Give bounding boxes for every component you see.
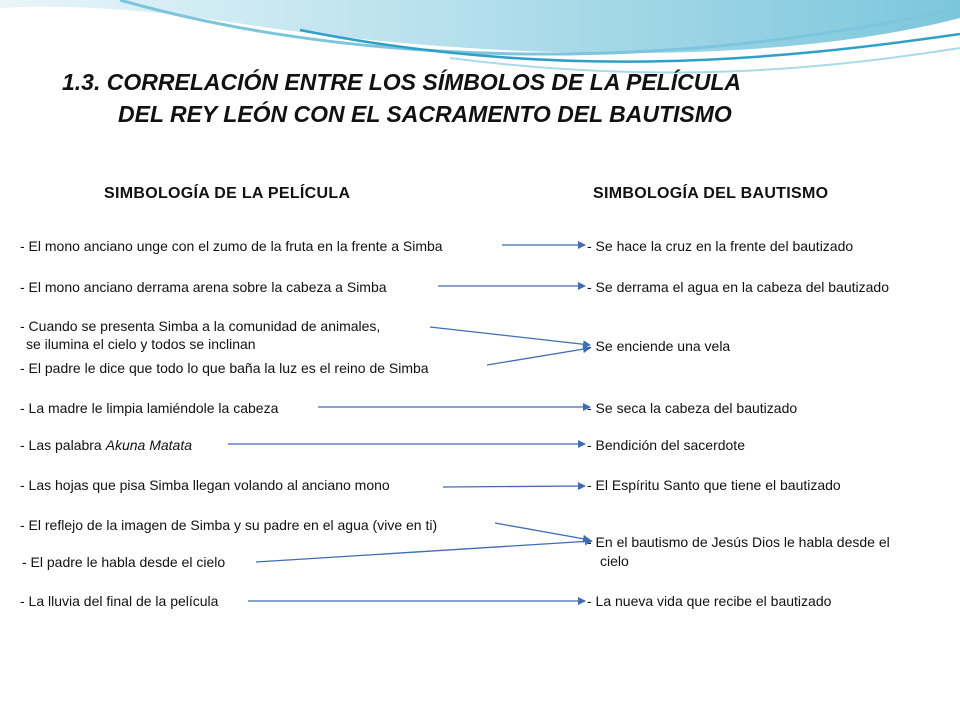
baptism-item-3: - Se enciende una vela — [587, 338, 731, 354]
arrow-4 — [487, 348, 590, 365]
film-item-3a: - Cuando se presenta Simba a la comunidad de animales, — [20, 318, 381, 334]
film-item-8: - El reflejo de la imagen de Simba y su padre en el agua (vive en ti) — [20, 517, 438, 533]
film-item-1: - El mono anciano unge con el zumo de la fruta en la frente a Simba — [20, 238, 443, 254]
left-column-header: SIMBOLOGÍA DE LA PELÍCULA — [104, 185, 351, 202]
baptism-item-8: - La nueva vida que recibe el bautizado — [587, 593, 832, 609]
title-line-1: 1.3. CORRELACIÓN ENTRE LOS SÍMBOLOS DE LA PELÍCULA — [62, 69, 741, 95]
arrow-3 — [430, 327, 590, 345]
film-item-3b: se ilumina el cielo y todos se inclinan — [26, 336, 256, 352]
baptism-item-6: - El Espíritu Santo que tiene el bautizado — [587, 477, 841, 493]
arrow-8 — [495, 523, 590, 540]
baptism-item-5: - Bendición del sacerdote — [587, 437, 745, 453]
title-line-2: DEL REY LEÓN CON EL SACRAMENTO DEL BAUTISMO — [118, 101, 732, 127]
film-item-6-text: - Las palabra — [20, 437, 106, 453]
baptism-item-7b: cielo — [600, 553, 629, 569]
film-item-2: - El mono anciano derrama arena sobre la cabeza a Simba — [20, 279, 387, 295]
film-item-9: - El padre le habla desde el cielo — [22, 554, 226, 570]
film-item-10: - La lluvia del final de la película — [20, 593, 219, 609]
baptism-item-7a: - En el bautismo de Jesús Dios le habla desde el — [587, 534, 890, 550]
arrow-9 — [256, 541, 592, 562]
akuna-matata-text: Akuna Matata — [105, 437, 192, 453]
film-item-7: - Las hojas que pisa Simba llegan volando al anciano mono — [20, 477, 390, 493]
baptism-item-2: - Se derrama el agua en la cabeza del bautizado — [587, 279, 889, 295]
baptism-item-4: - Se seca la cabeza del bautizado — [587, 400, 798, 416]
right-column-header: SIMBOLOGÍA DEL BAUTISMO — [593, 185, 829, 202]
arrow-7 — [443, 486, 585, 487]
baptism-item-1: - Se hace la cruz en la frente del bautizado — [587, 238, 854, 254]
film-item-5: - La madre le limpia lamiéndole la cabeza — [20, 400, 279, 416]
film-item-4: - El padre le dice que todo lo que baña la luz es el reino de Simba — [20, 360, 429, 376]
